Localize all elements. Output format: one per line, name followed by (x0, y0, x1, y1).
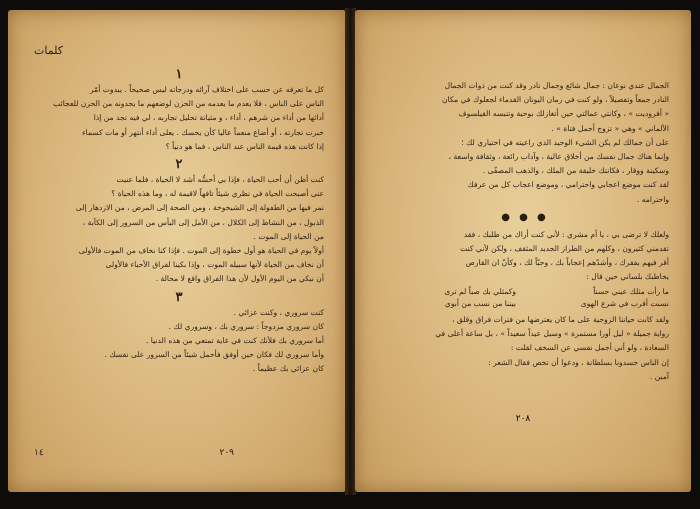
verse-hemistich: ما رأت مثلك عيني حسناً (593, 286, 669, 296)
page-number: ٢٠٨ (515, 414, 531, 424)
paragraph: كان عزائي بك عظيماً . (252, 364, 324, 374)
paragraph: أدائها من أداء من شرهم ، أداء ، و مثياتة تحليل تجاربه ، لي فيه تجد من إذا (93, 113, 324, 123)
paragraph: الناس على الناس ، فلا يعدم ما يعدمه من الحزن لوضعهم ما يجدونه من الحزن للعجائب (53, 99, 324, 109)
paragraph: ولقد كانت حياتنا الزوجية على ما كان يعترضها من فترات فراق وقلق ، (451, 315, 669, 325)
paragraph: السعادة ، ولو أني أجمل نفسي عن السخف لقلت : (510, 343, 669, 353)
section-number: ٣ (175, 289, 183, 305)
paragraph: الذبول ، من النشاط إلى الكلال ، من الأمل إلى اليأس من السرور إلى الكآبة ، (82, 217, 324, 227)
paragraph: النادر جمعاً وتفصيلاً ، ولو كنت في زمان اليونان القدماء لجعلوك في مكان (442, 95, 669, 105)
paragraph: « أفروديت » ، وكانتي عمالتي حين أتغازلك بوحية وتتبسه القيلسوف (458, 109, 669, 119)
paragraph: كنت سروري ، وكنت عزائي . (233, 307, 324, 317)
paragraph: وسكينة ووقار ، فكانتك خليقة من الملك ، والذهب المصفّى . (482, 166, 669, 176)
paragraph: من الحياة إلى الموت . (253, 231, 324, 241)
section-1 (34, 67, 324, 153)
page-number: ٢٠٩ (219, 448, 234, 458)
right-page-content (381, 80, 669, 466)
paragraph: أما سروري بك فلأنك كنت في غاية تمتعي من هذه الدنيا . (145, 336, 324, 346)
section-2 (34, 157, 324, 286)
left-page (8, 10, 346, 492)
verse-hemistich: بيننا من نسب من أبوي (444, 298, 516, 308)
paragraph: إن الناس حسدونا بسلطانة ، ودعوا أن تخص فقال الشعر : (488, 357, 669, 367)
paragraph: وأما سروري لك فكان حين أوفق فأحمل شيئاً من السرور على نفسك . (104, 350, 324, 360)
paragraph: إذا كانت هذه قيمة الناس عند الناس ، فما هو دنياً ؟ (165, 141, 324, 151)
running-head: كلمات (34, 44, 63, 57)
section-divider: ● ● ● (501, 211, 549, 223)
paragraph: رواية جميلة « ليل أورا مستمرة » وسيل عيداً سعيداً » ، بل ساعة أعلى في (435, 329, 669, 339)
left-page-content (34, 36, 324, 466)
paragraph: كل ما تعرفه عن حسب على اختلاف آرائه ودرجاته ليس صحيحاً . يبدوت أمّر (89, 85, 324, 94)
paragraph: عنى أصبحت الحياة في نظري شيئاً تافهاً لاقيمة له ، وما هذه الحياة ؟ (111, 189, 324, 199)
paragraph: وإنما هناك جمال نفسك من أخلاق عالية ، وآداب رائعة ، وثقافة واسعة ، (448, 152, 669, 162)
paragraph: لقد كنت موضع اعجابي واحترامي ، وموضع اعجاب كل من عرفك (467, 180, 669, 190)
paragraph: على أن جمالك لم يكن الشيء الوحيد الذي راعيته في اختياري لك ؛ (461, 137, 669, 147)
paragraph: خبرت تجارته ، أو أضاع منعماً عاليا كأن يحسك . يعلى أداء أنتهر أو مات كسماء (82, 127, 324, 137)
right-page (355, 10, 691, 492)
paragraph: الألماني » وهي « تزوج أجمل فتاة » . (551, 123, 669, 133)
paragraph: الجمال عندي نوعان : جمال شائع وجمال نادر وقد كنت من ذوات الجمال (444, 81, 669, 90)
paragraph: أن نبكي من اليوم الأول لأن هذا الفراق واقع لا محالة . (155, 274, 324, 284)
paragraph: ولعلك لا ترضى بي ، يا أم مشري : لأني كنت أراك من طلبك ، فقد (463, 229, 669, 239)
page-number: ١٤ (34, 448, 44, 458)
paragraph: آمين . (649, 371, 669, 381)
paragraph: أقر فيهم بفقرك ، وأشدّهم إعجاباً بك ، وحبّاً لك ، وكأنّ ان القارص (465, 258, 669, 268)
paragraph: أولاً يوم في الحياة هو أول خطوة إلى الموت . فإذا كنا نخاف من الموت فالأولى (78, 246, 324, 256)
verse-hemistich: وكمثلي بك صباً لم ترى (444, 286, 516, 296)
paragraph: تقدمني كثيرون ، وكلهم من الطراز الجديد المثقف ، ولكن لأني كنت (460, 244, 669, 254)
section-3 (34, 290, 324, 376)
paragraph: أن نخاف من الحياة لأنها سبيله الموت ، وإذا بكينا لفراق الأحباء فالأولى (105, 260, 324, 270)
section-number: ١ (175, 67, 183, 82)
verse-hemistich: نسبت أقرب في شرع الهوى (580, 298, 669, 308)
paragraph: يخاطبك بلساني حين قال : (586, 272, 669, 282)
poem-verse (381, 286, 669, 310)
left-page-footer (34, 448, 324, 458)
paragraph: واحترامه . (636, 194, 669, 204)
paragraph: كان سروري مزدوجاً : سروري بك ، وسروري لك . (168, 321, 324, 331)
paragraph: نمر فيها من الطفولة إلى الشيخوخة ، ومن الصحة إلى المرض ، من الازدهار إلى (75, 203, 324, 213)
section-number: ٢ (175, 157, 183, 173)
paragraph: كنت أظن أن أحب الحياة ، فإذا بي أحسُّه أشد لا الحياة ، فلما عنيت (116, 175, 324, 185)
